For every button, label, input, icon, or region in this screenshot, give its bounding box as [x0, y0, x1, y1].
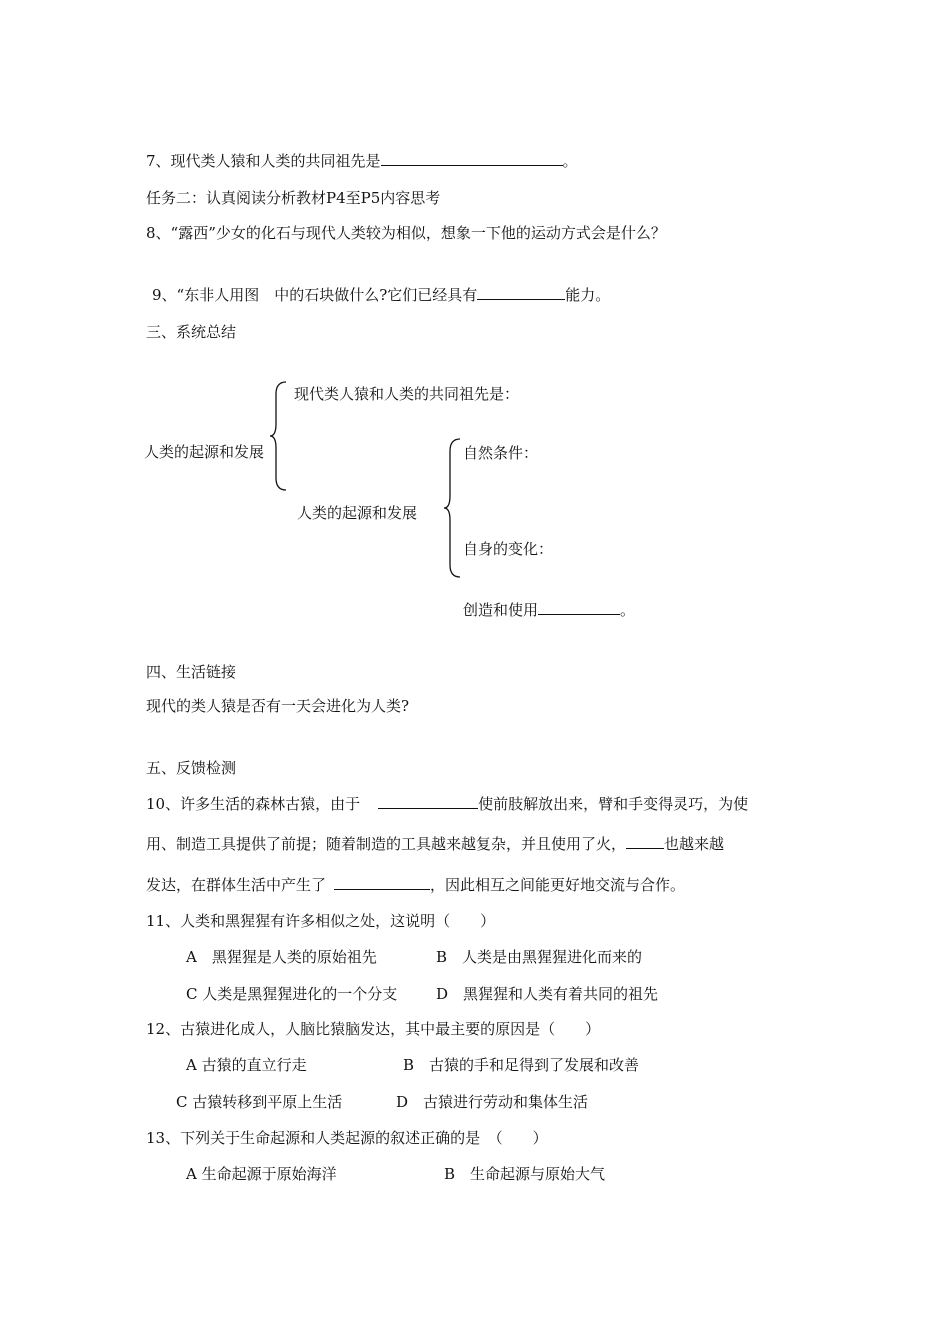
task-2-heading: 任务二：认真阅读分析教材P4至P5内容思考 [146, 189, 441, 207]
summary-self-change: 自身的变化： [463, 540, 554, 558]
summary-ancestor: 现代类人猿和人类的共同祖先是： [294, 385, 520, 403]
answer-blank[interactable] [626, 834, 664, 849]
life-question: 现代的类人猿是否有一天会进化为人类? [146, 697, 410, 715]
q13-option-a[interactable]: A 生命起源于原始海洋 [186, 1165, 337, 1183]
question-11-stem: 11、人类和黑猩猩有许多相似之处，这说明（ ） [146, 912, 496, 930]
question-9-text: 9、“东非人用图 中的石块做什么?它们已经具有 [152, 286, 478, 304]
q11-option-c[interactable]: C 人类是黑猩猩进化的一个分支 [186, 985, 398, 1003]
create-use-end: 。 [620, 601, 636, 619]
answer-blank[interactable] [538, 600, 620, 615]
create-use-text: 创造和使用 [463, 601, 539, 619]
question-9-end: 能力。 [565, 286, 611, 304]
q10-text-c: 用、制造工具提供了前提；随着制造的工具越来越复杂，并且使用了火， [146, 835, 627, 853]
q10-text-b: 使前肢解放出来，臂和手变得灵巧，为使 [478, 795, 749, 813]
q13-option-b[interactable]: B 生命起源与原始大气 [444, 1165, 606, 1183]
question-13-stem: 13、下列关于生命起源和人类起源的叙述正确的是 （ ） [146, 1129, 548, 1147]
q11-option-b[interactable]: B 人类是由黑猩猩进化而来的 [436, 948, 643, 966]
q10-text-d: 也越来越 [664, 835, 725, 853]
q10-text-f: ，因此相互之间能更好地交流与合作。 [430, 876, 686, 894]
question-9 [152, 285, 610, 305]
question-8: 8、“露西”少女的化石与现代人类较为相似，想象一下他的运动方式会是什么？ [146, 224, 666, 242]
right-brace [442, 437, 462, 579]
q12-option-a[interactable]: A 古猿的直立行走 [186, 1056, 307, 1074]
section-4-heading: 四、生活链接 [146, 663, 237, 681]
answer-blank[interactable] [381, 151, 563, 166]
q11-option-d[interactable]: D 黑猩猩和人类有着共同的祖先 [436, 985, 659, 1003]
question-7-text: 7、现代类人猿和人类的共同祖先是 [146, 152, 381, 170]
answer-blank[interactable] [334, 875, 430, 890]
section-3-heading: 三、系统总结 [146, 323, 237, 341]
q12-option-c[interactable]: C 古猿转移到平原上生活 [176, 1093, 343, 1111]
question-7-end: 。 [562, 152, 578, 170]
q10-text-a: 10、许多生活的森林古猿，由于 [146, 795, 361, 813]
answer-blank[interactable] [378, 794, 478, 809]
answer-blank[interactable] [477, 285, 565, 300]
left-brace [268, 380, 288, 492]
question-7 [146, 151, 578, 171]
question-12-stem: 12、古猿进化成人，人脑比猿脑发达，其中最主要的原因是（ ） [146, 1020, 601, 1038]
summary-create-use [463, 600, 635, 620]
q10-text-e: 发达，在群体生活中产生了 [146, 876, 327, 894]
summary-sub: 人类的起源和发展 [297, 504, 418, 522]
q11-option-a[interactable]: A 黑猩猩是人类的原始祖先 [186, 948, 377, 966]
summary-natural: 自然条件： [463, 444, 539, 462]
section-5-heading: 五、反馈检测 [146, 759, 237, 777]
question-10-line-2 [146, 834, 724, 854]
q12-option-d[interactable]: D 古猿进行劳动和集体生活 [396, 1093, 589, 1111]
question-10-line-1 [146, 794, 748, 814]
summary-root: 人类的起源和发展 [144, 443, 265, 461]
question-10-line-3 [146, 875, 685, 895]
q12-option-b[interactable]: B 古猿的手和足得到了发展和改善 [403, 1056, 640, 1074]
